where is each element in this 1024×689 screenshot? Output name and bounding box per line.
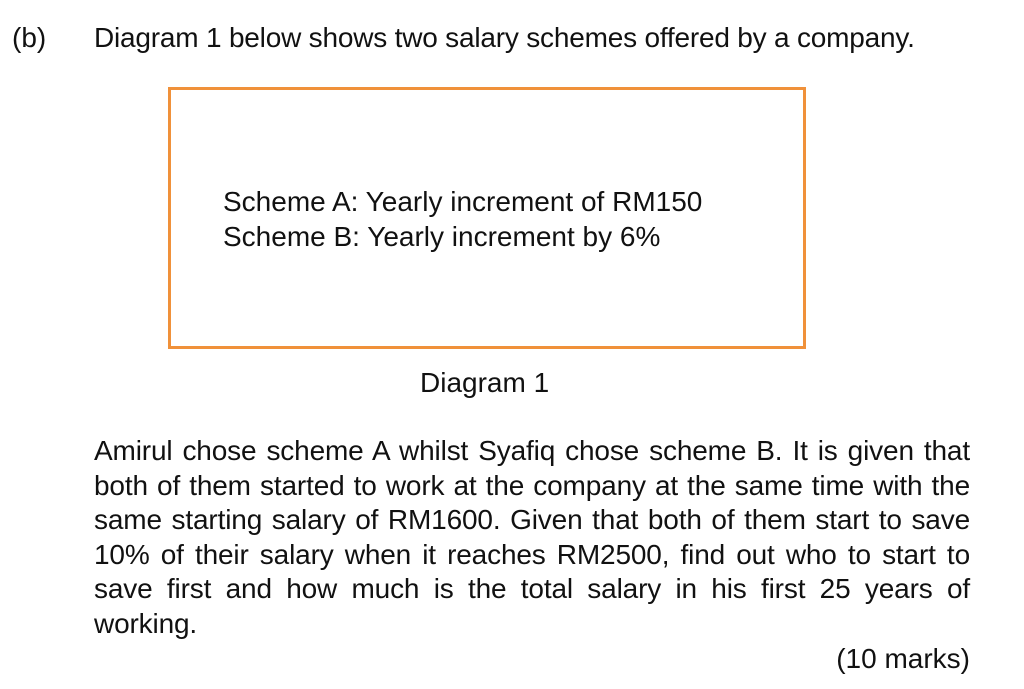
marks-label: (10 marks) [836, 643, 970, 674]
question-paragraph: Amirul chose scheme A whilst Syafiq chose scheme B. It is given that both of them started to work at the company at the same time with the same starting salary of RM1600. Given that both of them start to save 10% of their salary when it reaches RM2500, find out who to start to save first and how much is the total salary in his first 25 years of working. [94, 435, 970, 639]
scheme-b-text: Scheme B: Yearly increment by 6% [223, 221, 661, 252]
diagram-caption: Diagram 1 [420, 367, 550, 398]
scheme-a-text: Scheme A: Yearly increment of RM150 [223, 186, 703, 217]
question-label: (b) [12, 22, 47, 53]
question-intro: Diagram 1 below shows two salary schemes offered by a company. [94, 22, 915, 53]
scheme-list [223, 184, 702, 254]
diagram-box [168, 87, 806, 349]
